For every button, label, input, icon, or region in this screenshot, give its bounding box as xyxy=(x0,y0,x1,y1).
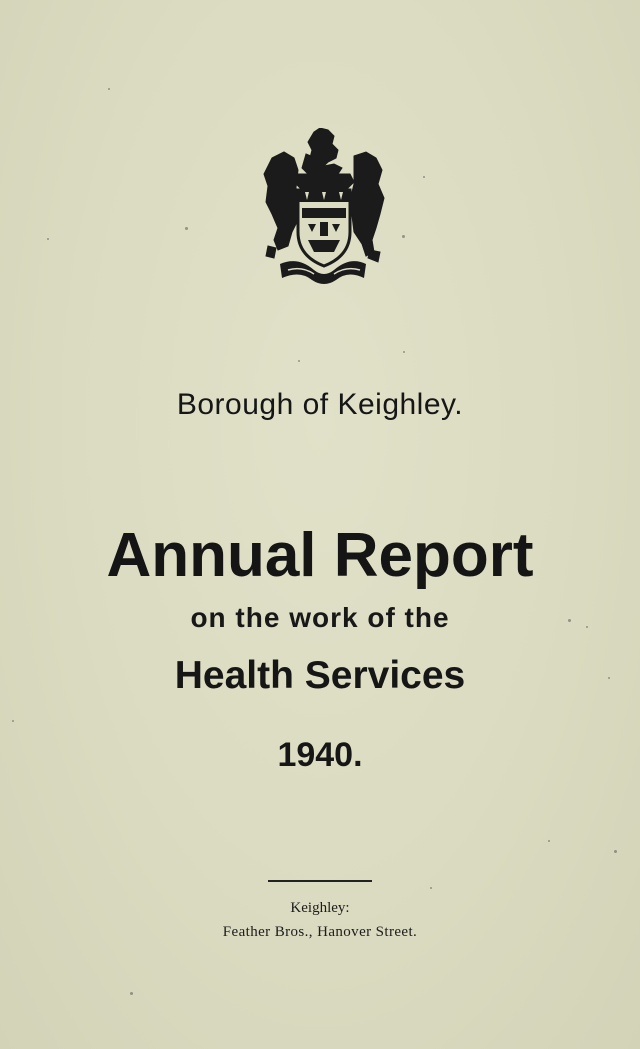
paper-speck xyxy=(402,235,405,238)
paper-speck xyxy=(403,351,405,353)
paper-speck xyxy=(12,720,14,722)
paper-speck xyxy=(130,992,133,995)
paper-speck xyxy=(47,238,49,240)
imprint-printer: Feather Bros., Hanover Street. xyxy=(222,924,418,940)
report-year: 1940. xyxy=(277,736,363,774)
paper-speck xyxy=(185,227,188,230)
paper-speck xyxy=(548,840,550,842)
imprint-place: Keighley: xyxy=(290,900,350,916)
coat-of-arms-icon xyxy=(258,128,390,290)
subtitle-on-the-work: on the work of the xyxy=(190,602,450,633)
paper-speck xyxy=(430,887,432,889)
paper-speck xyxy=(298,360,300,362)
annual-report-title: Annual Report xyxy=(106,521,534,590)
borough-heading: Borough of Keighley. xyxy=(176,388,464,421)
paper-speck xyxy=(614,850,617,853)
health-services-title: Health Services xyxy=(174,654,466,697)
paper-speck xyxy=(108,88,110,90)
divider-rule xyxy=(268,880,372,882)
paper-speck xyxy=(423,176,425,178)
